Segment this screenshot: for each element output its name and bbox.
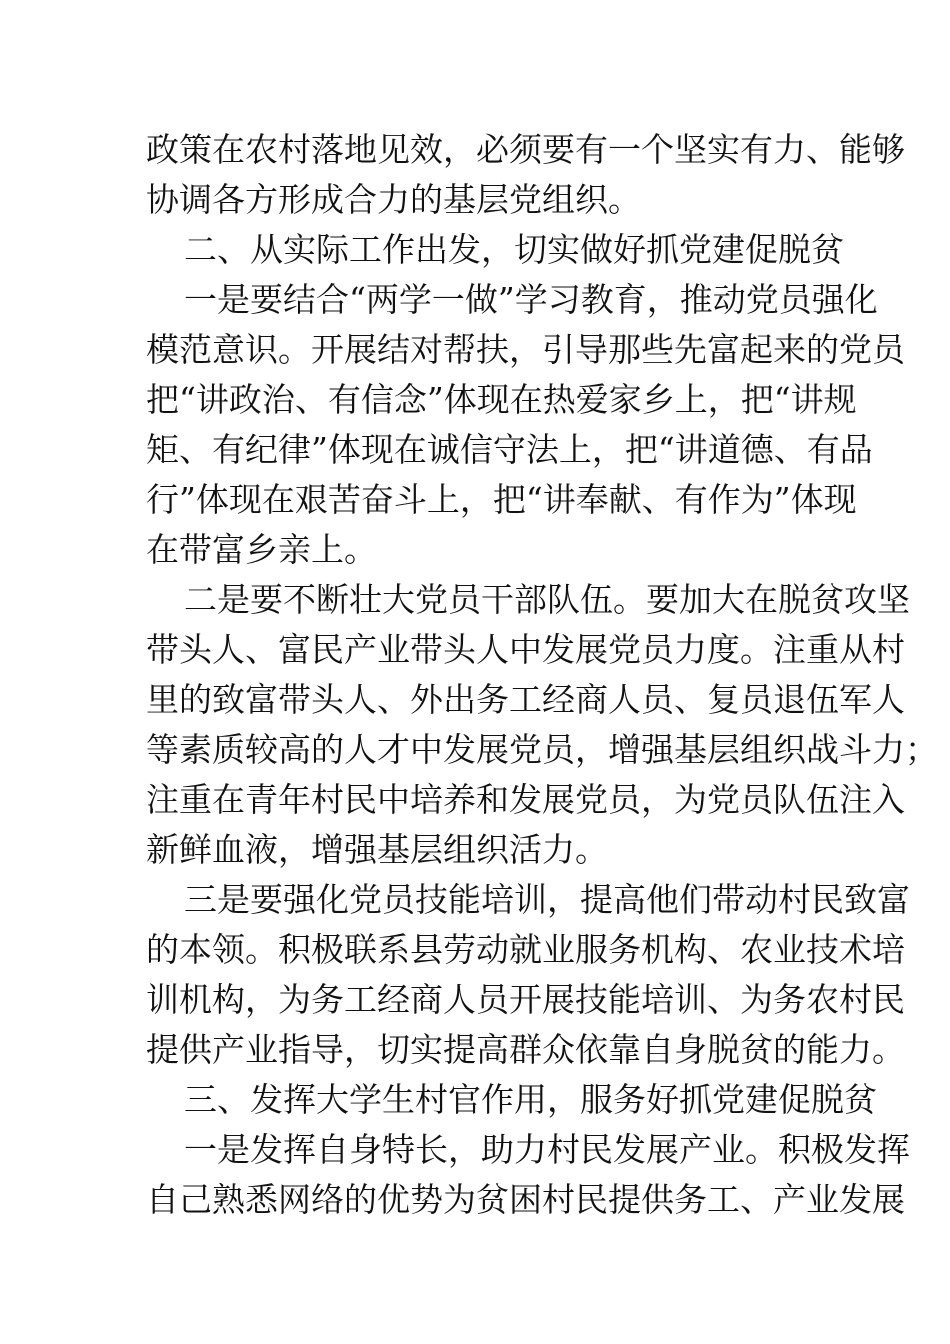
text-line: 模范意识。开展结对帮扶，引导那些先富起来的党员 bbox=[146, 330, 905, 369]
text-line: 协调各方形成合力的基层党组织。 bbox=[146, 180, 641, 219]
text-line: 二是要不断壮大党员干部队伍。要加大在脱贫攻坚 bbox=[184, 580, 910, 619]
text-line: 训机构，为务工经商人员开展技能培训、为务农村民 bbox=[146, 980, 905, 1019]
body-text bbox=[146, 125, 938, 1225]
text-line: 新鲜血液，增强基层组织活力。 bbox=[146, 830, 608, 869]
text-line: 行”体现在艰苦奋斗上，把“讲奉献、有作为”体现 bbox=[146, 480, 857, 519]
text-line: 一是发挥自身特长，助力村民发展产业。积极发挥 bbox=[184, 1130, 910, 1169]
text-line: 自己熟悉网络的优势为贫困村民提供务工、产业发展 bbox=[146, 1180, 905, 1219]
text-line: 注重在青年村民中培养和发展党员，为党员队伍注入 bbox=[146, 780, 905, 819]
section-heading: 二、从实际工作出发，切实做好抓党建促脱贫 bbox=[184, 230, 844, 269]
text-line: 里的致富带头人、外出务工经商人员、复员退伍军人 bbox=[146, 680, 905, 719]
text-line: 政策在农村落地见效，必须要有一个坚实有力、能够 bbox=[146, 130, 905, 169]
text-line: 带头人、富民产业带头人中发展党员力度。注重从村 bbox=[146, 630, 905, 669]
text-line: 在带富乡亲上。 bbox=[146, 530, 377, 569]
text-line: 的本领。积极联系县劳动就业服务机构、农业技术培 bbox=[146, 930, 905, 969]
text-line: 三是要强化党员技能培训，提高他们带动村民致富 bbox=[184, 880, 910, 919]
section-heading: 三、发挥大学生村官作用，服务好抓党建促脱贫 bbox=[184, 1080, 877, 1119]
text-line: 把“讲政治、有信念”体现在热爱家乡上，把“讲规 bbox=[146, 380, 857, 419]
text-line: 一是要结合“两学一做”学习教育，推动党员强化 bbox=[184, 280, 878, 319]
text-line: 矩、有纪律”体现在诚信守法上，把“讲道德、有品 bbox=[146, 430, 873, 469]
text-line: 等素质较高的人才中发展党员，增强基层组织战斗力； bbox=[146, 730, 938, 769]
text-line: 提供产业指导，切实提高群众依靠自身脱贫的能力。 bbox=[146, 1030, 905, 1069]
